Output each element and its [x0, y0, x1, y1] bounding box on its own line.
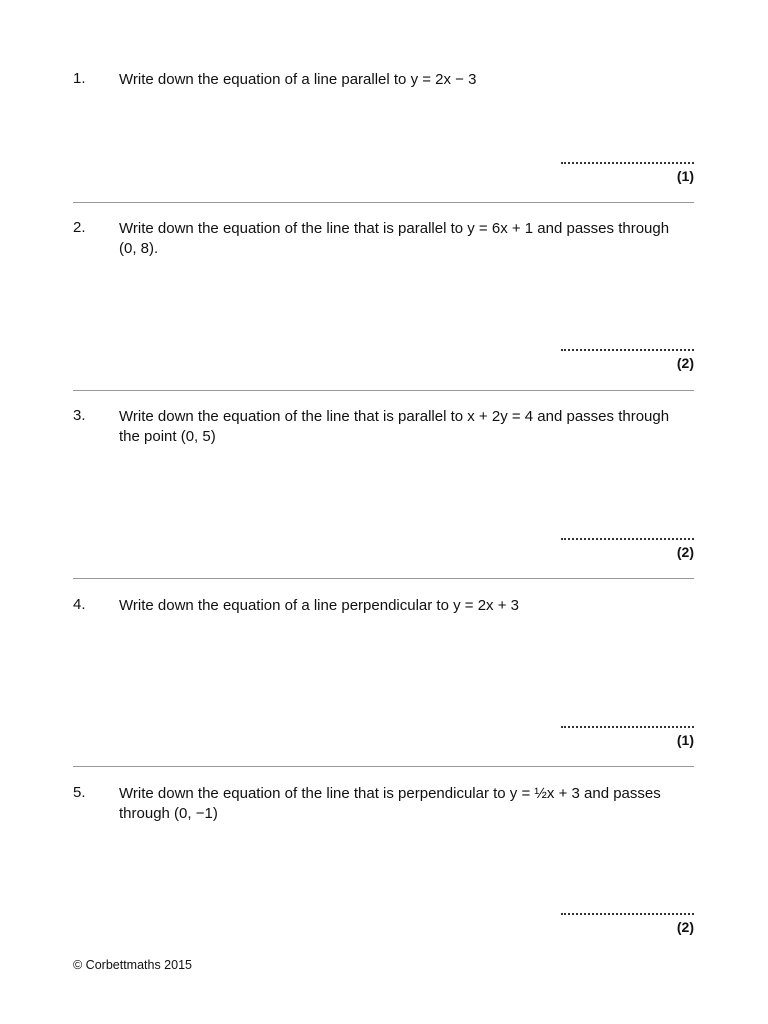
marks-label: (2)	[676, 355, 694, 371]
question-divider	[73, 578, 694, 579]
marks-label: (2)	[676, 544, 694, 560]
marks-label: (1)	[676, 732, 694, 748]
question-text: Write down the equation of the line that is parallel to y = 6x + 1 and passes through (0, 8).	[119, 220, 670, 257]
question-divider	[73, 202, 694, 203]
question-number: 5.	[73, 784, 86, 801]
question-text: Write down the equation of the line that is parallel to x + 2y = 4 and passes through the point (0, 5)	[119, 408, 670, 445]
marks-label: (1)	[676, 168, 694, 184]
marks-label: (2)	[676, 919, 694, 935]
answer-line[interactable]	[561, 152, 694, 164]
question-text: Write down the equation of the line that is perpendicular to y = ½x + 3 and passes through (0, −1)	[119, 785, 661, 822]
answer-line[interactable]	[561, 903, 694, 915]
question-text: Write down the equation of a line perpendicular to y = 2x + 3	[119, 597, 519, 614]
question-number: 4.	[73, 596, 86, 613]
question-number: 3.	[73, 407, 86, 424]
answer-line[interactable]	[561, 716, 694, 728]
question-number: 2.	[73, 219, 86, 236]
question-text: Write down the equation of a line parallel to y = 2x − 3	[119, 71, 477, 88]
question-divider	[73, 766, 694, 767]
copyright-footer: © Corbettmaths 2015	[73, 958, 192, 972]
question-number: 1.	[73, 70, 86, 87]
answer-line[interactable]	[561, 528, 694, 540]
answer-line[interactable]	[561, 339, 694, 351]
question-divider	[73, 390, 694, 391]
